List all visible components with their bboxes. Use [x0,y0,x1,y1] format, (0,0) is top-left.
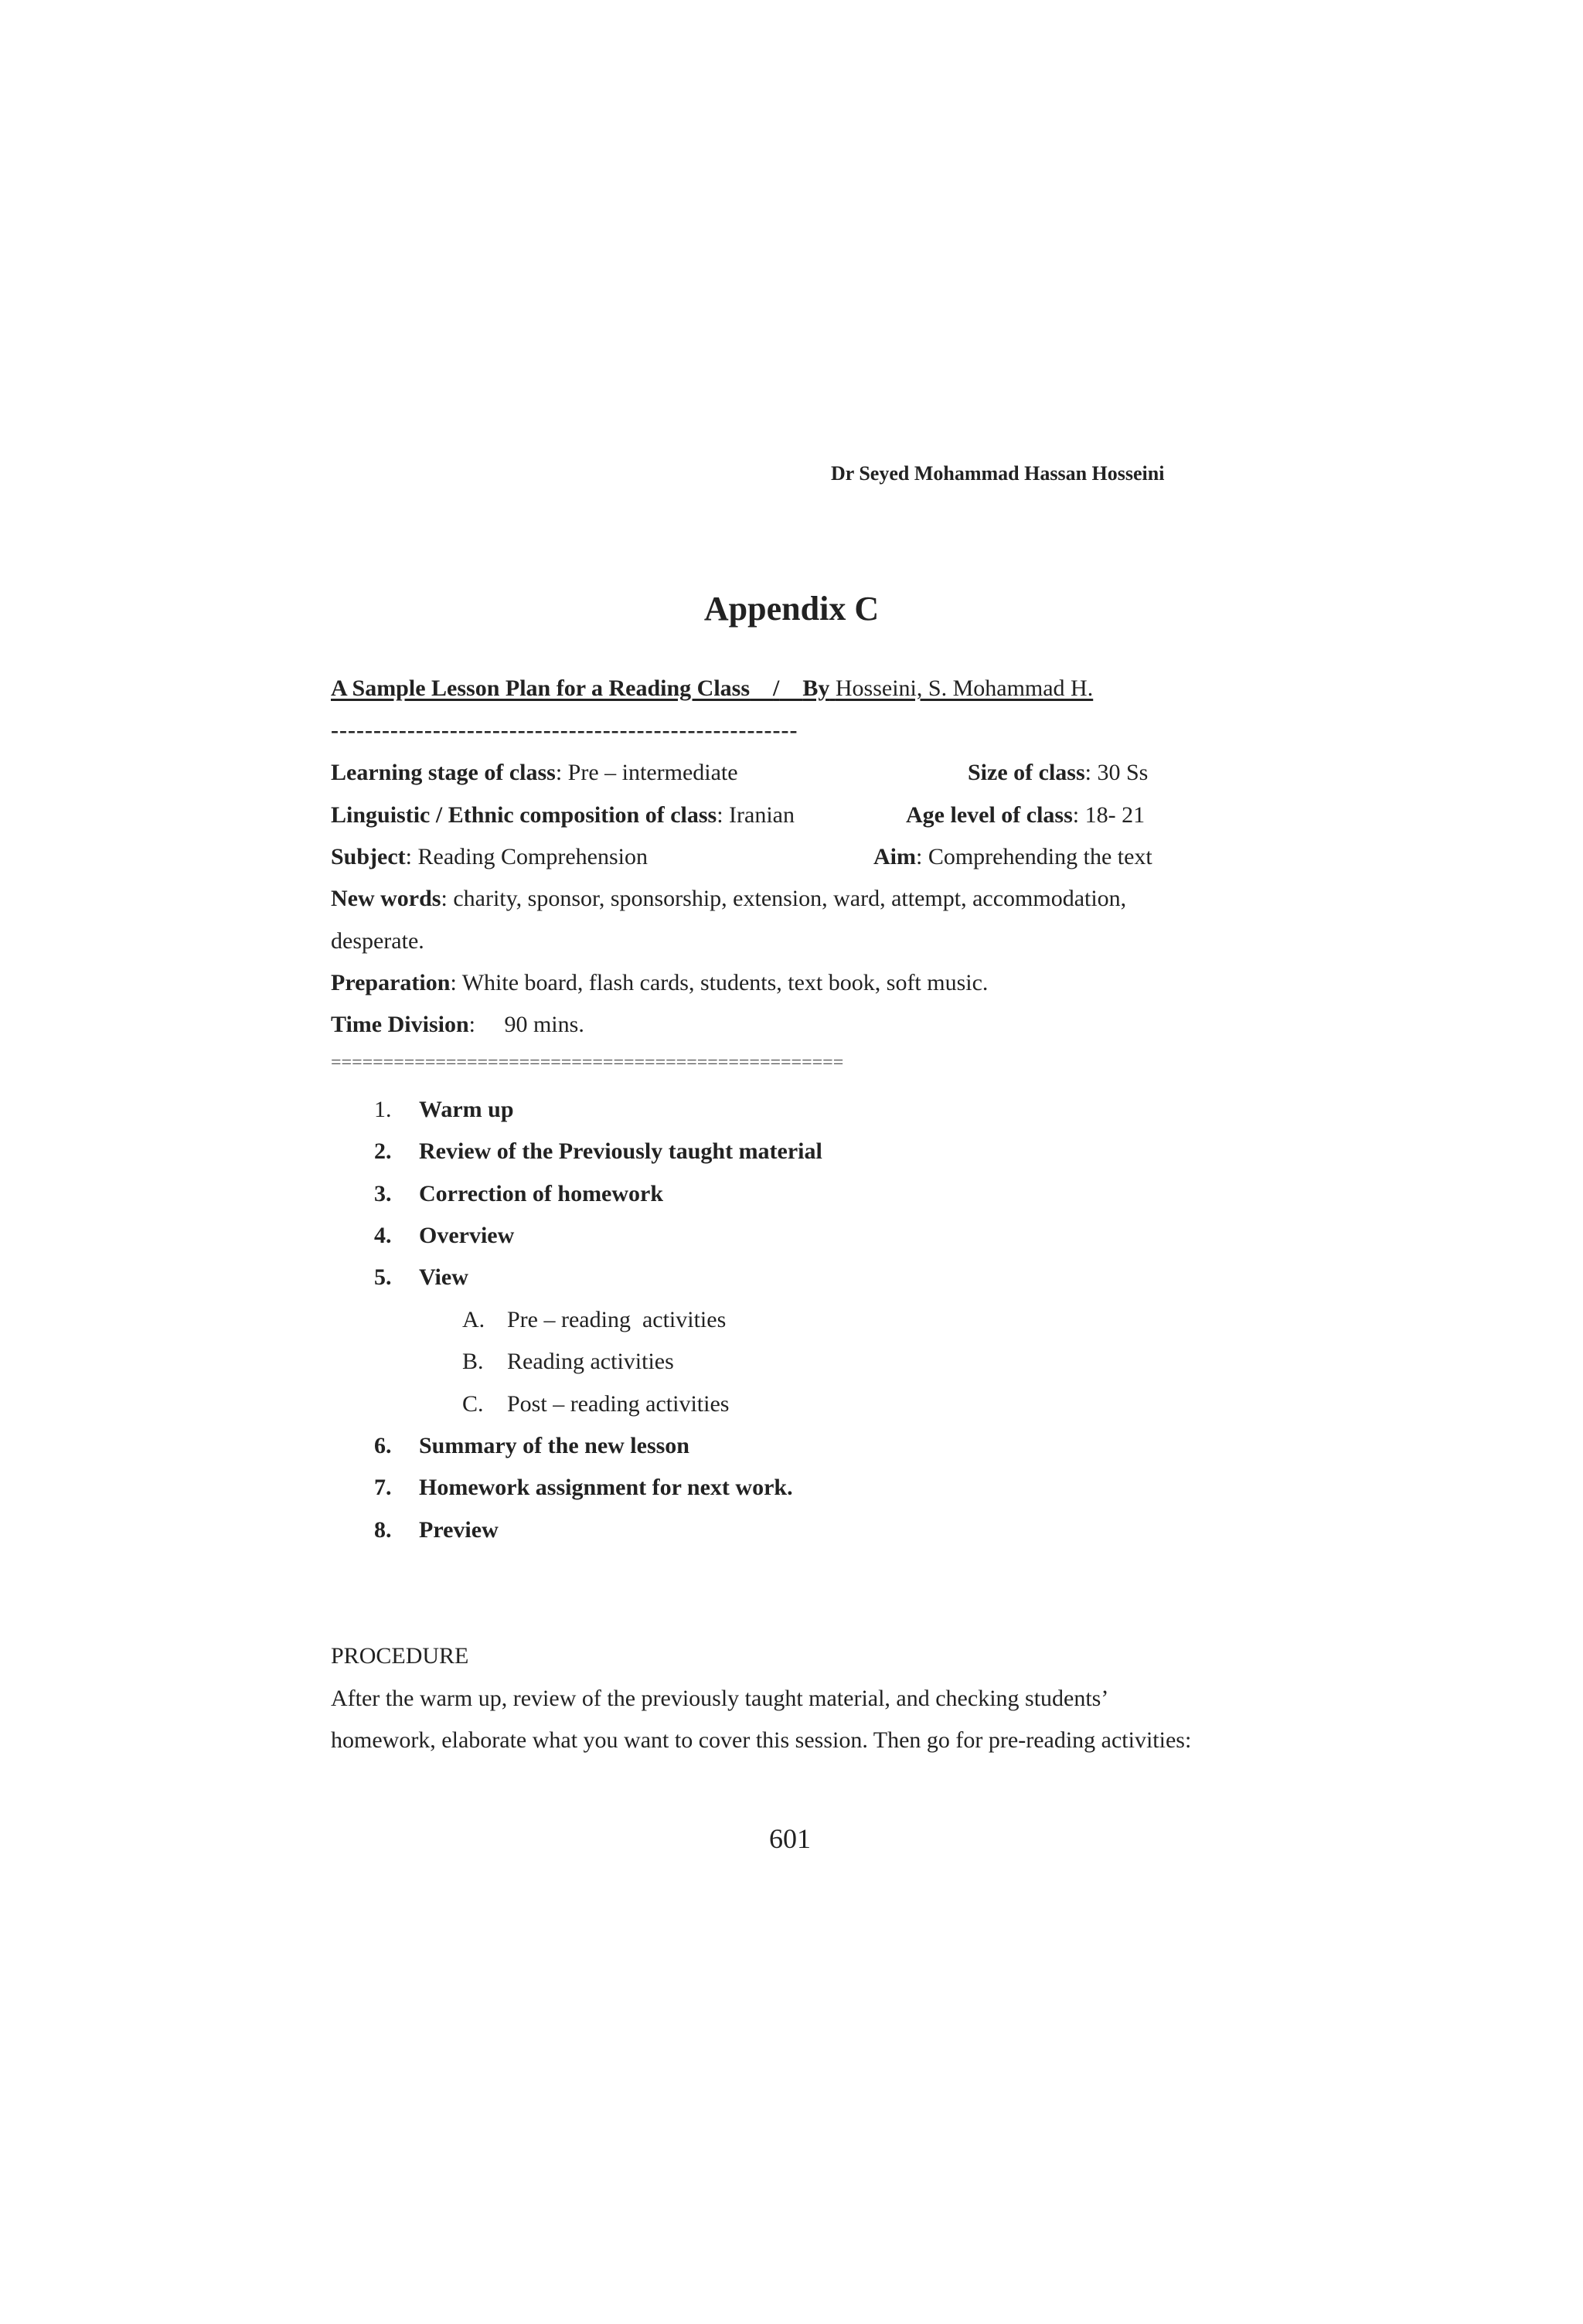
size-row [968,761,1148,784]
time-division-label: Time Division [331,1012,469,1037]
plan-heading [331,677,1093,700]
step-correction: Correction of homework [419,1181,664,1206]
step-warm-up: Warm up [419,1097,514,1122]
age-value: : 18- 21 [1072,802,1146,828]
preparation-row [331,971,988,995]
stage-value: : Pre – intermediate [555,760,738,785]
aim-row [873,846,1152,869]
step-number: 5. [374,1264,392,1290]
step-preview: Preview [419,1517,499,1543]
size-label: Size of class [968,760,1085,785]
plan-heading-gap [750,675,773,701]
procedure-text-line-2: homework, elaborate what you want to cover this session. Then go for pre-reading activities: [331,1727,1192,1753]
new-words-row [331,887,1126,910]
subject-label: Subject [331,844,406,869]
plan-heading-slash: / [773,675,780,701]
aim-value: : Comprehending the text [916,844,1152,869]
stage-row [331,761,738,784]
plan-author: Hosseini, S. Mohammad H. [835,675,1094,701]
procedure-heading: PROCEDURE [331,1643,469,1669]
substep-letter: C. [462,1391,484,1417]
step-number: 4. [374,1223,392,1248]
step-overview: Overview [419,1223,515,1248]
aim-label: Aim [873,844,916,869]
page-title-text: Appendix C [703,590,880,628]
age-row [906,804,1145,827]
linguistic-value: : Iranian [717,802,795,828]
step-number: 8. [374,1517,392,1543]
plan-by-space [829,675,836,701]
substep-post-reading: Post – reading activities [507,1391,730,1417]
step-number: 3. [374,1181,392,1206]
step-homework: Homework assignment for next work. [419,1475,793,1500]
new-words-continuation: desperate. [331,928,424,954]
plan-heading-gap2 [779,675,802,701]
substep-letter: A. [462,1307,485,1332]
plan-by-label: By [802,675,830,701]
plan-title: A Sample Lesson Plan for a Reading Class [331,675,751,701]
time-division-value: : 90 mins. [468,1012,584,1037]
page-number: 601 [769,1823,811,1854]
preparation-value: : White board, flash cards, students, text book, soft music. [450,970,989,995]
step-number: 6. [374,1433,392,1458]
step-number: 1. [374,1097,392,1122]
dash-separator: ------------------------------------------------------- [331,717,798,743]
age-label: Age level of class [906,802,1073,828]
stage-label: Learning stage of class [331,760,556,785]
substep-letter: B. [462,1349,484,1374]
page-title [0,589,1583,628]
new-words-label: New words [331,886,441,911]
equals-separator: ================================================= [331,1053,844,1073]
substep-reading: Reading activities [507,1349,674,1374]
procedure-text-line-1: After the warm up, review of the previously taught material, and checking students’ [331,1686,1109,1711]
step-number: 7. [374,1475,392,1500]
running-header-author: Dr Seyed Mohammad Hassan Hosseini [831,462,1165,485]
new-words-value: : charity, sponsor, sponsorship, extension, ward, attempt, accommodation, [441,886,1127,911]
step-review: Review of the Previously taught material [419,1138,822,1164]
linguistic-row [331,804,795,827]
time-division-row [331,1013,584,1036]
step-number: 2. [374,1138,392,1164]
linguistic-label: Linguistic / Ethnic composition of class [331,802,717,828]
step-summary: Summary of the new lesson [419,1433,689,1458]
step-view: View [419,1264,468,1290]
subject-value: : Reading Comprehension [405,844,648,869]
preparation-label: Preparation [331,970,451,995]
substep-pre-reading: Pre – reading activities [507,1307,727,1332]
size-value: : 30 Ss [1084,760,1149,785]
subject-row [331,846,648,869]
